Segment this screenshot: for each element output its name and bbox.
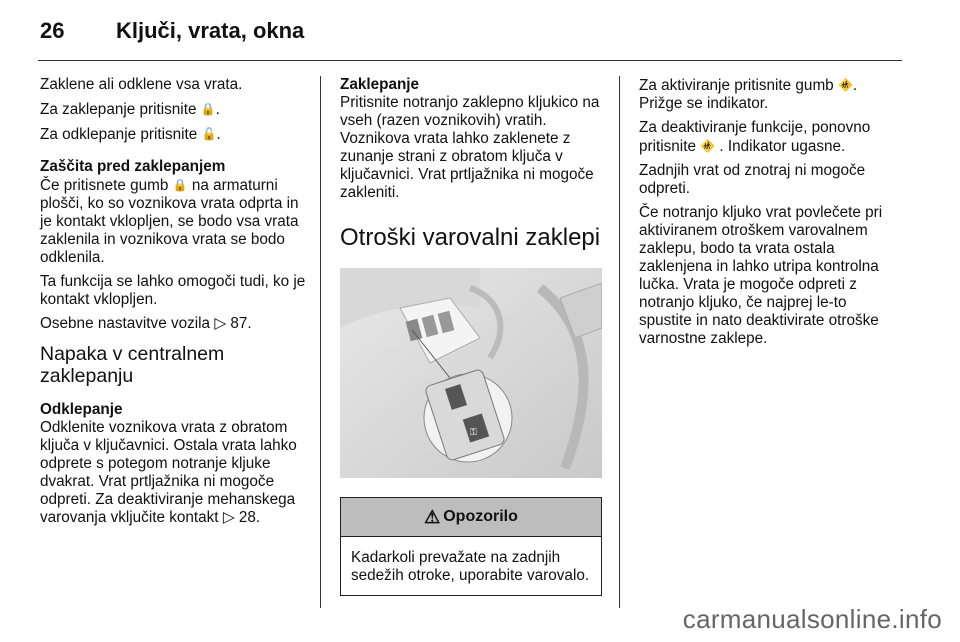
paragraph: Zaklene ali odklene vsa vrata. [40, 76, 243, 93]
watermark: carmanualsonline.info [682, 604, 942, 634]
subheading: Zaklepanje [340, 76, 420, 93]
paragraph: Za odklepanje pritisnite 🔓. [40, 126, 221, 143]
paragraph: Za deaktiviranje funkcije, ponovno pritisnite 🚸 . Indikator ugasne. [639, 119, 871, 155]
column-divider [320, 76, 321, 608]
ref-arrow-icon: ▷ [222, 509, 235, 526]
page-reference-link[interactable]: 28 [238, 509, 256, 526]
page-reference-link[interactable]: 87 [230, 315, 248, 332]
subheading: Odklepanje [40, 401, 123, 418]
paragraph: Če notranjo kljuko vrat povlečete pri aktiviranem otroškem varovalnem zaklepu, bodo ta vrata ostala zaklenjena in lahko utripa kontrolna lučka. Vrata je mogoče odpreti z notranjo kljuko, če najprej le-to spustite in nato deaktivirate otroške varnostne zaklepe. [639, 204, 883, 347]
column-divider [619, 76, 620, 608]
svg-text:⚿: ⚿ [470, 428, 477, 438]
child-lock-icon: 🚸 [700, 139, 716, 153]
unlock-icon: 🔓 [201, 127, 217, 141]
header-rule [38, 60, 902, 61]
warning-icon: ⚠ [424, 507, 441, 527]
section-heading: Napaka v centralnem zaklepanju [40, 343, 225, 387]
section-heading: Otroški varovalni zaklepi [340, 224, 601, 251]
column-1 [40, 76, 308, 533]
subheading: Zaščita pred zaklepanjem [40, 158, 226, 175]
paragraph: Osebne nastavitve vozila ▷ 87. [40, 315, 252, 332]
column-3 [639, 76, 901, 354]
paragraph: Za zaklepanje pritisnite 🔒. [40, 101, 220, 118]
paragraph: Zaščita pred zaklepanjem Če pritisnete gumb 🔒 na armaturni plošči, ko so voznikova vrata odprta in je kontakt vklopljen, se bodo vsa vrata zaklenila in voznikova vrata se bodo odklenila. [40, 158, 308, 267]
child-lock-icon: 🚸 [837, 78, 853, 92]
page-number: 26 [40, 18, 65, 43]
column-2 [340, 76, 602, 596]
door-panel-illustration [340, 268, 602, 478]
warning-header: ⚠ Opozorilo [341, 498, 601, 537]
lock-icon: 🔒 [172, 178, 188, 192]
paragraph: Zadnjih vrat od znotraj ni mogoče odpreti. [639, 162, 866, 197]
paragraph: Odklepanje Odklenite voznikova vrata z obratom ključa v ključavnici. Ostala vrata lahko odprete s potegom notranje kljuke dvakrat. Vrat prtljažnika ni mogoče odpreti. Za deaktiviranje mehanskega varovanja vključite kontakt ▷ 28. [40, 401, 308, 527]
warning-text: Kadarkoli prevažate na zadnjih sedežih otroke, uporabite varovalo. [351, 549, 590, 584]
paragraph: Zaklepanje Pritisnite notranjo zaklepno kljukico na vseh (razen voznikovih) vratih. Voznikova vrata lahko zaklenete z zunanje strani z obratom ključa v ključavnici. Vrat prtljažnika ni mogoče zakleniti. [340, 76, 602, 202]
lock-icon: 🔒 [200, 102, 216, 116]
page-title: Ključi, vrata, okna [116, 18, 305, 43]
paragraph: Za aktiviranje pritisnite gumb 🚸. Prižge se indikator. [639, 77, 858, 112]
paragraph: Ta funkcija se lahko omogoči tudi, ko je kontakt vklopljen. [40, 273, 306, 308]
warning-box [340, 497, 602, 596]
ref-arrow-icon: ▷ [214, 315, 227, 332]
